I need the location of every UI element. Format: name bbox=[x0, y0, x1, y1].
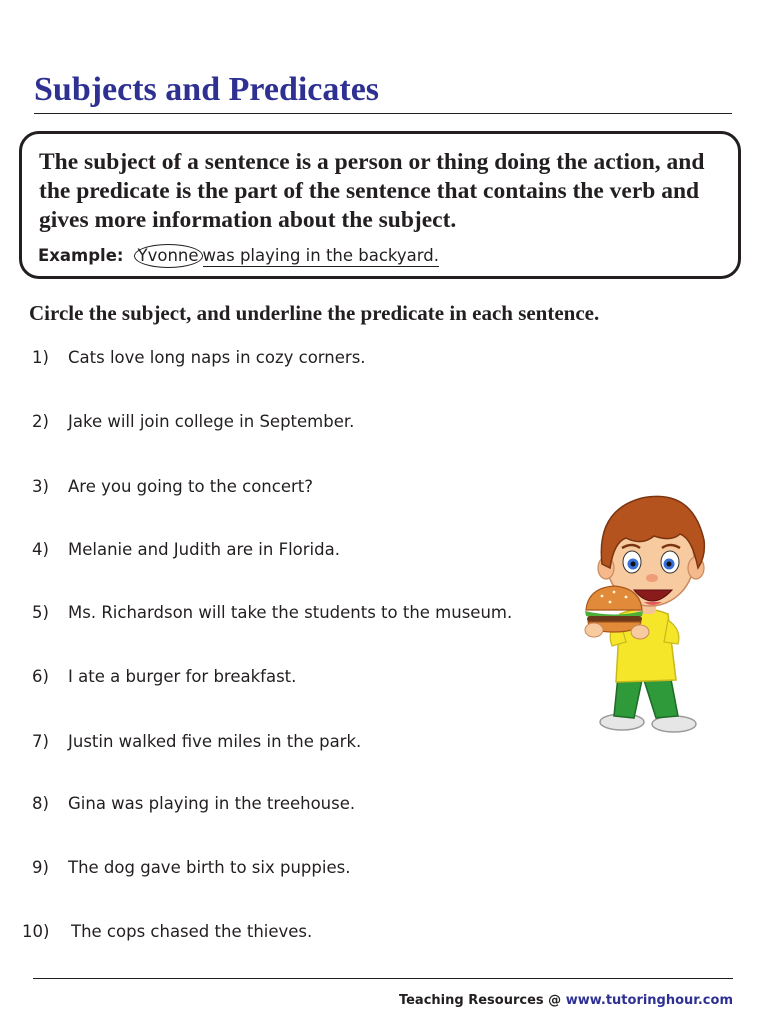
question-number: 1) bbox=[32, 348, 49, 367]
example-predicate-underlined: was playing in the backyard. bbox=[202, 246, 439, 265]
question-text: Justin walked five miles in the park. bbox=[68, 732, 362, 751]
example-line bbox=[38, 244, 439, 268]
question-text: Cats love long naps in cozy corners. bbox=[68, 348, 366, 367]
question-number: 8) bbox=[32, 794, 49, 813]
example-subject-circled: Yvonne bbox=[134, 244, 203, 268]
question-number: 6) bbox=[32, 667, 49, 686]
footer bbox=[399, 993, 733, 1008]
question-text: I ate a burger for breakfast. bbox=[68, 667, 297, 686]
boy-eating-burger-illustration bbox=[582, 480, 727, 746]
question-number: 10) bbox=[22, 922, 50, 941]
question-text: The dog gave birth to six puppies. bbox=[68, 858, 351, 877]
definition-text: The subject of a sentence is a person or thing doing the action, and the predicate is the part of the sentence that contains the verb and gives more information about the subject. bbox=[39, 149, 705, 233]
boy-illustration-svg bbox=[582, 480, 727, 742]
instructions: Circle the subject, and underline the predicate in each sentence. bbox=[29, 301, 600, 325]
page-title: Subjects and Predicates bbox=[34, 71, 380, 108]
question-number: 4) bbox=[32, 540, 49, 559]
question-text: Ms. Richardson will take the students to the museum. bbox=[68, 603, 513, 622]
footer-site-link[interactable]: www.tutoringhour.com bbox=[565, 993, 733, 1008]
example-label: Example: bbox=[38, 246, 124, 265]
question-text: Gina was playing in the treehouse. bbox=[68, 794, 356, 813]
question-number: 9) bbox=[32, 858, 49, 877]
question-text: The cops chased the thieves. bbox=[71, 922, 313, 941]
definition-box bbox=[19, 131, 741, 279]
footer-label: Teaching Resources @ bbox=[398, 993, 562, 1008]
question-number: 3) bbox=[32, 477, 49, 496]
question-number: 5) bbox=[32, 603, 49, 622]
question-number: 2) bbox=[32, 412, 49, 431]
question-text: Jake will join college in September. bbox=[68, 412, 355, 431]
footer-divider bbox=[33, 978, 733, 979]
question-text: Are you going to the concert? bbox=[68, 477, 313, 496]
title-divider bbox=[34, 113, 732, 114]
question-number: 7) bbox=[32, 732, 49, 751]
question-text: Melanie and Judith are in Florida. bbox=[68, 540, 340, 559]
